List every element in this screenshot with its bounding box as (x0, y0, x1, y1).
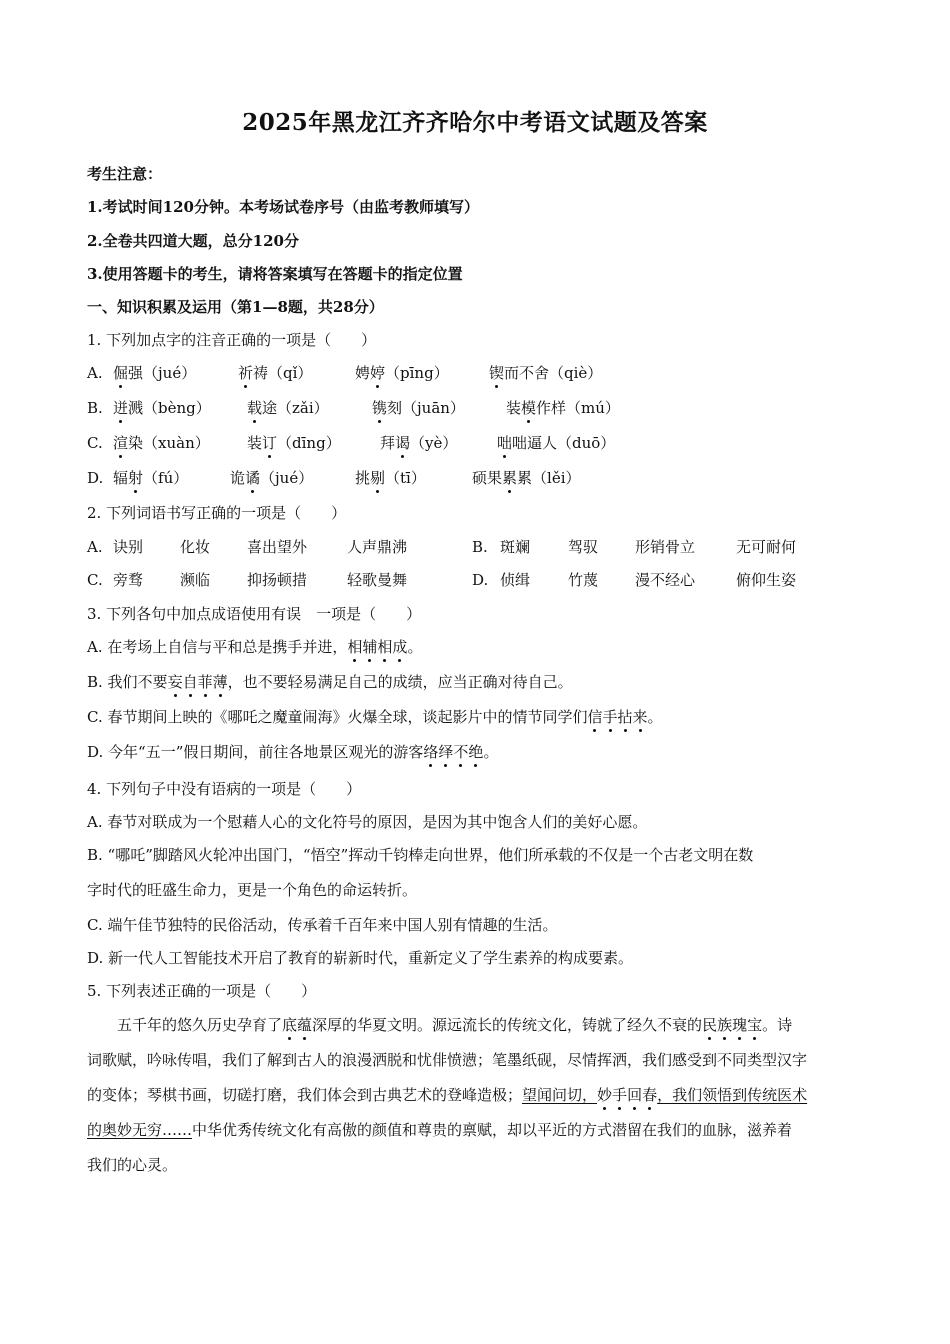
q1-word: 装模作样（mú） (506, 399, 620, 417)
q2-word: 竹蔑 (568, 571, 599, 589)
notice-item: 2.全卷共四道大题，总分120分 (87, 232, 299, 250)
q2-word: 抑扬顿措 (247, 571, 308, 589)
notice-item: 3.使用答题卡的考生，请将答案填写在答题卡的指定位置 (87, 265, 463, 283)
question-2-stem: 2. 下列词语书写正确的一项是（ ） (87, 504, 347, 522)
q3-option-a: A. 在考场上自信与平和总是携手并进，相辅相成。 (87, 638, 423, 656)
q1-word: 镌刻（juān） (372, 399, 465, 417)
q2-word: 驾驭 (568, 538, 599, 556)
notice-heading: 考生注意： (87, 165, 163, 183)
q2-word: 漫不经心 (635, 571, 696, 589)
q1-word: 迸溅（bèng） (113, 399, 211, 417)
q1-word: 锲而不舍（qiè） (489, 364, 603, 382)
q2-word: 斑斓 (500, 538, 531, 556)
q4-option-b: B. “哪吒”脚踏风火轮冲出国门，“悟空”挥动千钧棒走向世界，他们所承载的不仅是一个古老文明在数 (87, 846, 754, 864)
q1-word: 拜谒（yè） (380, 434, 458, 452)
q4-option-c: C. 端午佳节独特的民俗活动，传承着千百年来中国人别有情趣的生活。 (87, 916, 558, 934)
passage-line: 的奥妙无穷……中华优秀传统文化有高傲的颜值和尊贵的禀赋，却以平近的方式潜留在我们的血脉，滋养着 (87, 1121, 793, 1139)
q1-word: 倔强（jué） (113, 364, 197, 382)
q1-word: 硕果累累（lěi） (472, 469, 581, 487)
q1-word: 咄咄逼人（duō） (497, 434, 616, 452)
question-1-stem: 1. 下列加点字的注音正确的一项是（ ） (87, 331, 377, 349)
q2-word: 旁骛 (113, 571, 144, 589)
passage-line: 的变体；琴棋书画，切磋打磨，我们体会到古典艺术的登峰造极；望闻问切，妙手回春，我们领悟到传统医术 (87, 1086, 808, 1104)
q2-word: 侦缉 (500, 571, 531, 589)
section-heading: 一、知识积累及运用（第1—8题，共28分） (87, 298, 384, 316)
q3-option-c: C. 春节期间上映的《哪吒之魔童闹海》火爆全球，谈起影片中的情节同学们信手拈来。 (87, 708, 663, 726)
passage-line: 词歌赋，吟咏传唱，我们了解到古人的浪漫洒脱和忧俳愤懑；笔墨纸砚，尽情挥洒，我们感受到不同类型汉字 (87, 1051, 808, 1069)
q2-word: 诀别 (113, 538, 144, 556)
passage-line: 我们的心灵。 (87, 1156, 178, 1174)
q2-word: 化妆 (180, 538, 211, 556)
q1-word: 渲染（xuàn） (113, 434, 210, 452)
question-5-stem: 5. 下列表述正确的一项是（ ） (87, 982, 317, 1000)
question-4-stem: 4. 下列句子中没有语病的一项是（ ） (87, 780, 362, 798)
q2-word: 轻歌曼舞 (347, 571, 408, 589)
q1-word: 辐射（fú） (113, 469, 189, 487)
q1-word: 诡谲（jué） (230, 469, 314, 487)
q2-word: 人声鼎沸 (347, 538, 408, 556)
q1-word: 装订（dīng） (247, 434, 341, 452)
passage-line: 五千年的悠久历史孕育了底蕴深厚的华夏文明。源远流长的传统文化，铸就了经久不衰的民族瑰宝。诗 (87, 1016, 793, 1034)
q1-option-label: A. (87, 364, 103, 382)
page-title: 2025年黑龙江齐齐哈尔中考语文试题及答案 (242, 109, 708, 136)
q2-word: 喜出望外 (247, 538, 308, 556)
q1-option-label: D. (87, 469, 104, 487)
q1-option-label: C. (87, 434, 103, 452)
q2-word: 形销骨立 (635, 538, 696, 556)
q1-word: 祈祷（qǐ） (238, 364, 313, 382)
q2-option-label: D. (472, 571, 489, 589)
q2-option-label: A. (87, 538, 103, 556)
q4-option-b-continued: 字时代的旺盛生命力，更是一个角色的命运转折。 (87, 881, 418, 899)
q1-word: 载途（zǎi） (247, 399, 329, 417)
q1-word: 挑剔（tī） (355, 469, 426, 487)
q4-option-d: D. 新一代人工智能技术开启了教育的崭新时代，重新定义了学生素养的构成要素。 (87, 949, 634, 967)
q2-word: 无可耐何 (736, 538, 797, 556)
question-3-stem: 3. 下列各句中加点成语使用有误 一项是（ ） (87, 605, 422, 623)
q1-word: 娉婷（pīng） (355, 364, 449, 382)
q1-option-label: B. (87, 399, 103, 417)
q3-option-b: B. 我们不要妄自菲薄，也不要轻易满足自己的成绩，应当正确对待自己。 (87, 673, 573, 691)
notice-item: 1.考试时间120分钟。本考场试卷序号（由监考教师填写） (87, 198, 479, 216)
q4-option-a: A. 春节对联成为一个慰藉人心的文化符号的原因，是因为其中饱含人们的美好心愿。 (87, 813, 648, 831)
q3-option-d: D. 今年“五一”假日期间，前往各地景区观光的游客络绎不绝。 (87, 743, 499, 761)
q2-option-label: C. (87, 571, 103, 589)
q2-word: 俯仰生姿 (736, 571, 797, 589)
q2-word: 濒临 (180, 571, 211, 589)
q2-option-label: B. (472, 538, 488, 556)
